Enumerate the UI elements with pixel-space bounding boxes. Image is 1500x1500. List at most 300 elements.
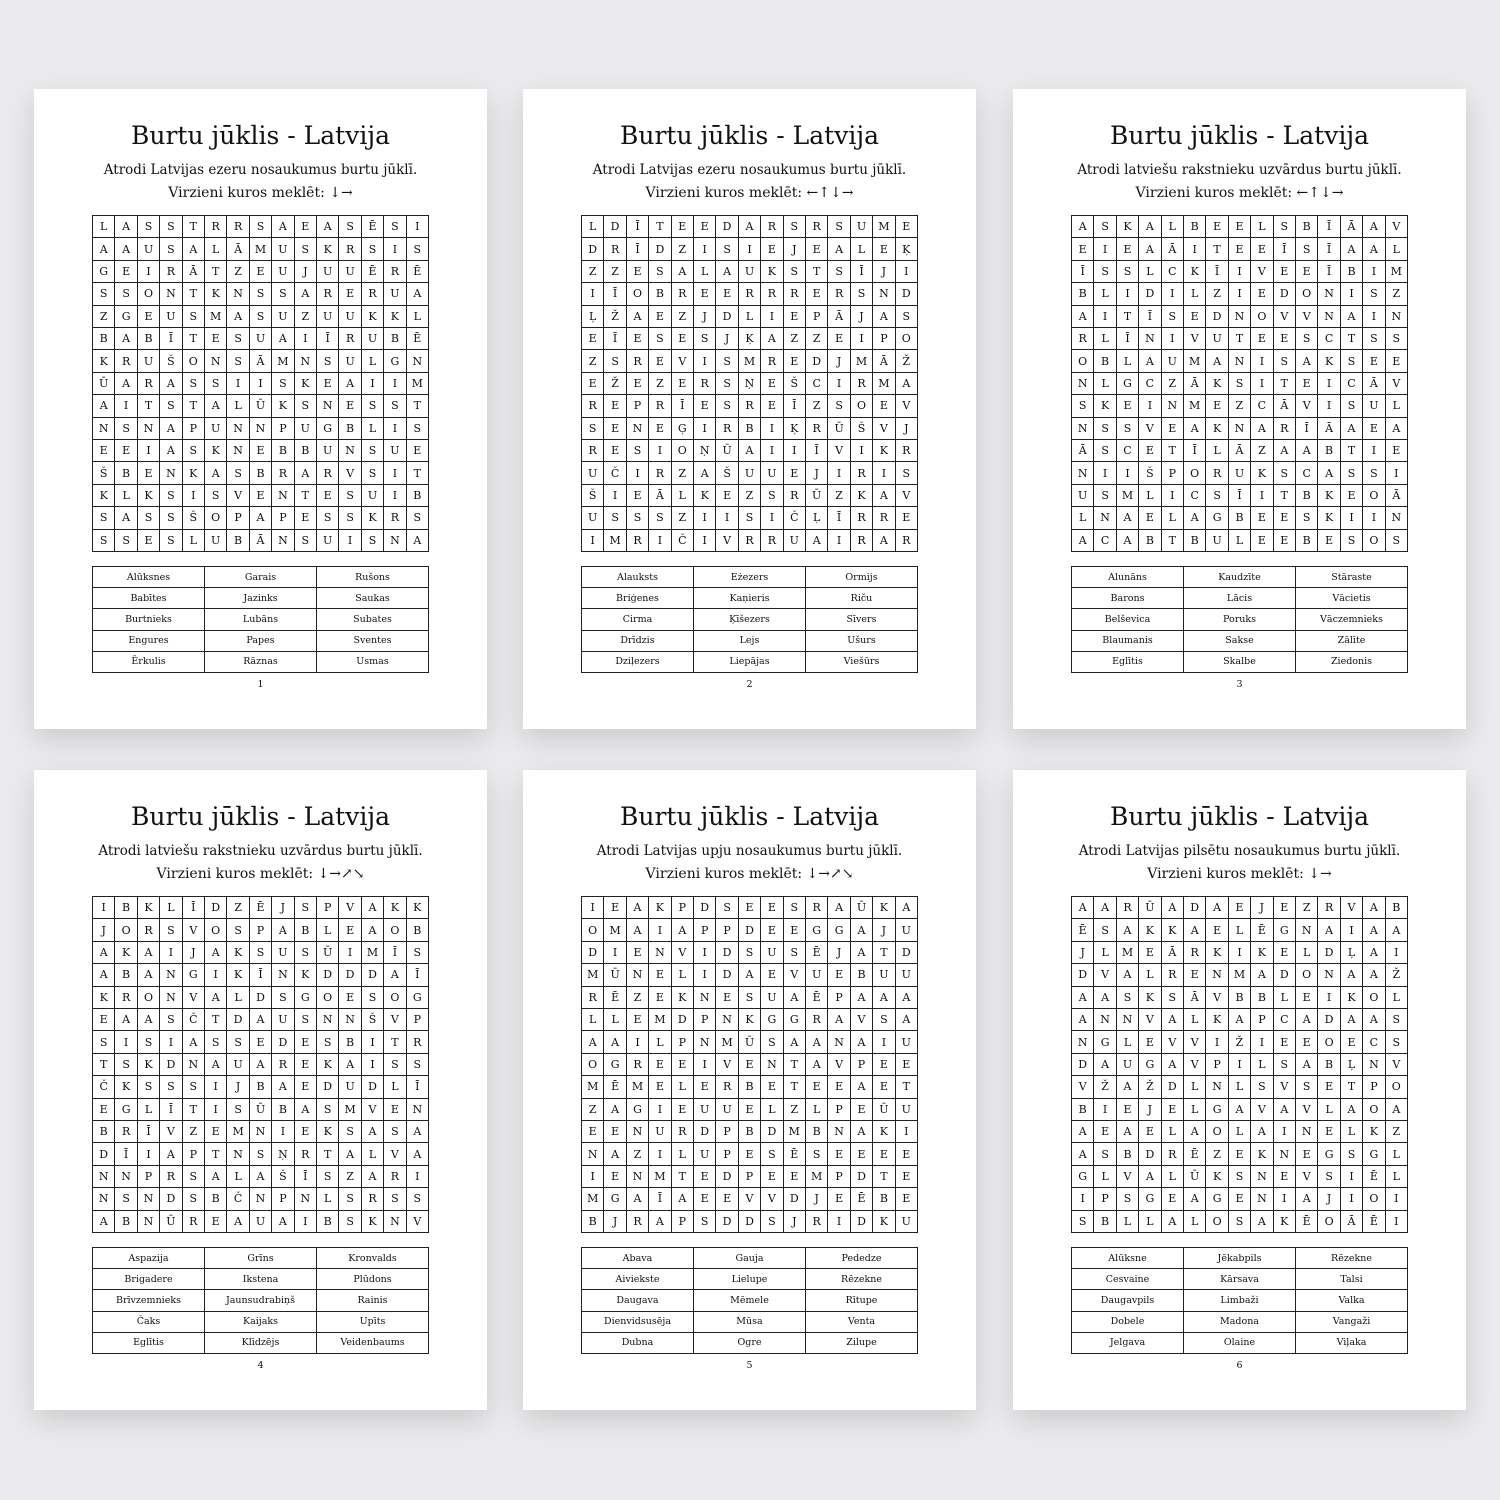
grid-letter: B	[93, 1121, 115, 1143]
grid-letter: O	[851, 395, 873, 417]
grid-letter: E	[828, 1076, 850, 1098]
grid-letter: A	[250, 1166, 272, 1188]
grid-letter: U	[272, 238, 294, 260]
grid-letter: S	[1386, 530, 1408, 552]
grid-letter: S	[160, 1076, 182, 1098]
grid-letter: Z	[582, 261, 604, 283]
grid-letter: E	[1251, 328, 1273, 350]
grid-letter: B	[384, 328, 406, 350]
grid-letter: P	[627, 395, 649, 417]
grid-letter: L	[362, 1143, 384, 1165]
grid-letter: Z	[339, 1166, 361, 1188]
word-list-item: Jaunsudrabiņš	[205, 1290, 317, 1311]
grid-letter: E	[604, 395, 626, 417]
grid-letter: G	[317, 418, 339, 440]
grid-letter: S	[317, 1031, 339, 1053]
grid-letter: S	[160, 919, 182, 941]
grid-letter: S	[93, 1031, 115, 1053]
grid-letter: P	[806, 306, 828, 328]
grid-letter: D	[896, 283, 918, 305]
grid-letter: Z	[672, 306, 694, 328]
grid-letter: A	[1094, 897, 1116, 919]
grid-letter: I	[138, 440, 160, 462]
grid-letter: K	[761, 261, 783, 283]
grid-letter: B	[1341, 261, 1363, 283]
grid-letter: A	[1296, 1009, 1318, 1031]
grid-letter: B	[115, 897, 137, 919]
grid-letter: S	[205, 485, 227, 507]
grid-letter: N	[694, 1031, 716, 1053]
grid-letter: L	[183, 530, 205, 552]
grid-letter: I	[1117, 462, 1139, 484]
grid-letter: R	[761, 216, 783, 238]
grid-letter: I	[694, 238, 716, 260]
grid-letter: U	[761, 462, 783, 484]
grid-letter: I	[1162, 283, 1184, 305]
grid-letter: A	[1386, 1099, 1408, 1121]
grid-letter: E	[1296, 261, 1318, 283]
grid-letter: R	[1206, 462, 1228, 484]
grid-letter: G	[1139, 1188, 1161, 1210]
grid-letter: L	[1094, 283, 1116, 305]
grid-letter: E	[873, 238, 895, 260]
grid-letter: E	[1296, 1143, 1318, 1165]
grid-letter: Ē	[1296, 1211, 1318, 1233]
grid-letter: T	[1162, 530, 1184, 552]
grid-letter: B	[1296, 485, 1318, 507]
grid-letter: E	[582, 373, 604, 395]
grid-letter: K	[138, 1054, 160, 1076]
grid-letter: N	[1318, 283, 1340, 305]
word-list-item: Eglītis	[93, 1333, 205, 1354]
grid-letter: Š	[93, 462, 115, 484]
grid-letter: A	[1341, 1009, 1363, 1031]
grid-letter: M	[407, 373, 429, 395]
grid-letter: V	[362, 1099, 384, 1121]
grid-letter: U	[384, 283, 406, 305]
grid-letter: B	[1296, 530, 1318, 552]
grid-letter: R	[806, 1211, 828, 1233]
grid-letter: O	[205, 919, 227, 941]
grid-letter: R	[716, 1076, 738, 1098]
search-directions: Virzieni kuros meklēt: ←↑↓→	[645, 185, 854, 201]
grid-letter: N	[160, 964, 182, 986]
grid-letter: R	[160, 1166, 182, 1188]
grid-letter: D	[362, 964, 384, 986]
grid-letter: M	[806, 1166, 828, 1188]
grid-letter: Ļ	[1341, 1054, 1363, 1076]
grid-letter: S	[250, 283, 272, 305]
grid-letter: Ī	[1139, 306, 1161, 328]
word-list-item: Belševica	[1072, 609, 1184, 630]
grid-letter: N	[649, 942, 671, 964]
grid-letter: Ū	[716, 440, 738, 462]
grid-letter: N	[384, 1211, 406, 1233]
grid-letter: S	[160, 530, 182, 552]
word-list-item: Lejs	[694, 631, 806, 652]
grid-letter: S	[160, 238, 182, 260]
grid-letter: E	[828, 1143, 850, 1165]
grid-letter: A	[1229, 1009, 1251, 1031]
grid-letter: S	[160, 216, 182, 238]
grid-letter: S	[205, 1031, 227, 1053]
grid-letter: C	[806, 373, 828, 395]
grid-letter: E	[1139, 507, 1161, 529]
grid-letter: Č	[672, 530, 694, 552]
grid-letter: A	[362, 919, 384, 941]
grid-letter: O	[1386, 1076, 1408, 1098]
grid-letter: S	[1363, 283, 1385, 305]
grid-letter: N	[828, 1031, 850, 1053]
grid-letter: R	[828, 283, 850, 305]
word-list-item: Viļaka	[1296, 1333, 1408, 1354]
grid-letter: E	[761, 395, 783, 417]
grid-letter: I	[384, 373, 406, 395]
grid-letter: Z	[1296, 897, 1318, 919]
grid-letter: Ē	[784, 1143, 806, 1165]
grid-letter: I	[739, 238, 761, 260]
page-number: 2	[746, 679, 753, 690]
page-title: Burtu jūklis - Latvija	[619, 802, 879, 831]
grid-letter: S	[649, 507, 671, 529]
grid-letter: U	[851, 216, 873, 238]
grid-letter: V	[1274, 306, 1296, 328]
grid-letter: N	[93, 1166, 115, 1188]
grid-letter: D	[250, 987, 272, 1009]
grid-letter: R	[784, 485, 806, 507]
grid-letter: L	[672, 1076, 694, 1098]
grid-letter: E	[851, 1099, 873, 1121]
grid-letter: N	[317, 1009, 339, 1031]
grid-letter: R	[761, 283, 783, 305]
grid-letter: A	[407, 283, 429, 305]
grid-letter: Ā	[227, 238, 249, 260]
grid-letter: B	[1072, 283, 1094, 305]
grid-letter: N	[1072, 373, 1094, 395]
grid-letter: T	[205, 1009, 227, 1031]
grid-letter: E	[873, 395, 895, 417]
grid-letter: E	[896, 1188, 918, 1210]
grid-letter: N	[694, 987, 716, 1009]
grid-letter: Ī	[604, 283, 626, 305]
grid-letter: N	[407, 350, 429, 372]
grid-letter: E	[1363, 350, 1385, 372]
word-list-item: Brīvzemnieks	[93, 1290, 205, 1311]
grid-letter: A	[694, 462, 716, 484]
grid-letter: C	[1117, 440, 1139, 462]
word-list-item: Dziļezers	[582, 652, 694, 673]
grid-letter: S	[1117, 261, 1139, 283]
grid-letter: Z	[1206, 1143, 1228, 1165]
grid-letter: Ķ	[784, 418, 806, 440]
grid-letter: S	[1386, 1031, 1408, 1053]
grid-letter: I	[1341, 1188, 1363, 1210]
grid-letter: N	[1386, 306, 1408, 328]
grid-letter: I	[362, 1031, 384, 1053]
grid-letter: D	[1318, 942, 1340, 964]
grid-letter: I	[1274, 1188, 1296, 1210]
word-list-item: Ormijs	[806, 567, 918, 588]
grid-letter: I	[362, 373, 384, 395]
grid-letter: R	[672, 1121, 694, 1143]
grid-letter: V	[672, 350, 694, 372]
grid-letter: G	[384, 350, 406, 372]
grid-letter: G	[407, 987, 429, 1009]
grid-letter: S	[339, 507, 361, 529]
word-list-item: Veidenbaums	[317, 1333, 429, 1354]
grid-letter: A	[1139, 216, 1161, 238]
grid-letter: S	[407, 1188, 429, 1210]
grid-letter: T	[1274, 373, 1296, 395]
grid-letter: N	[115, 1166, 137, 1188]
grid-letter: M	[627, 1076, 649, 1098]
grid-letter: I	[1206, 1031, 1228, 1053]
grid-letter: E	[604, 1166, 626, 1188]
grid-letter: D	[851, 1211, 873, 1233]
grid-letter: C	[1251, 395, 1273, 417]
grid-letter: I	[694, 964, 716, 986]
grid-letter: N	[1296, 1121, 1318, 1143]
grid-letter: E	[1274, 328, 1296, 350]
grid-letter: V	[1072, 1076, 1094, 1098]
grid-letter: B	[806, 1121, 828, 1143]
grid-letter: E	[672, 1054, 694, 1076]
grid-letter: I	[1363, 261, 1385, 283]
grid-letter: S	[295, 1009, 317, 1031]
grid-letter: N	[227, 418, 249, 440]
grid-letter: A	[604, 1031, 626, 1053]
grid-letter: J	[784, 1211, 806, 1233]
grid-letter: U	[138, 350, 160, 372]
word-list-item: Gauja	[694, 1248, 806, 1269]
grid-letter: K	[1318, 485, 1340, 507]
grid-letter: Ā	[1184, 373, 1206, 395]
grid-letter: U	[739, 261, 761, 283]
grid-letter: S	[295, 942, 317, 964]
grid-letter: S	[1094, 919, 1116, 941]
word-list-item: Burtnieks	[93, 609, 205, 630]
grid-letter: Ī	[627, 238, 649, 260]
grid-letter: E	[716, 283, 738, 305]
grid-letter: A	[138, 1009, 160, 1031]
grid-letter: S	[339, 485, 361, 507]
grid-letter: K	[138, 897, 160, 919]
grid-letter: T	[138, 395, 160, 417]
grid-letter: A	[205, 942, 227, 964]
word-list-item: Madona	[1184, 1312, 1296, 1333]
grid-letter: U	[806, 964, 828, 986]
grid-letter: N	[1072, 418, 1094, 440]
grid-letter: L	[1184, 1211, 1206, 1233]
grid-letter: Ē	[851, 1188, 873, 1210]
grid-letter: M	[716, 1031, 738, 1053]
grid-letter: V	[873, 418, 895, 440]
grid-letter: E	[761, 238, 783, 260]
grid-letter: A	[339, 373, 361, 395]
word-list-item: Rītupe	[806, 1290, 918, 1311]
grid-letter: Ī	[407, 964, 429, 986]
grid-letter: L	[672, 964, 694, 986]
grid-letter: A	[1251, 418, 1273, 440]
grid-letter: S	[761, 1143, 783, 1165]
grid-letter: D	[896, 942, 918, 964]
word-list-item: Babītes	[93, 588, 205, 609]
word-list-item: Eżezers	[694, 567, 806, 588]
grid-letter: Ē	[806, 987, 828, 1009]
grid-letter: L	[1386, 1166, 1408, 1188]
grid-letter: V	[227, 485, 249, 507]
grid-letter: I	[582, 530, 604, 552]
grid-letter: S	[227, 919, 249, 941]
grid-letter: I	[1386, 942, 1408, 964]
grid-letter: E	[627, 328, 649, 350]
grid-letter: S	[384, 216, 406, 238]
grid-letter: S	[1162, 306, 1184, 328]
grid-letter: K	[1251, 1143, 1273, 1165]
grid-letter: K	[1274, 1211, 1296, 1233]
grid-letter: R	[183, 1211, 205, 1233]
grid-letter: Ņ	[739, 373, 761, 395]
grid-letter: R	[784, 283, 806, 305]
grid-letter: B	[1184, 216, 1206, 238]
grid-letter: L	[227, 1166, 249, 1188]
grid-letter: P	[317, 897, 339, 919]
grid-letter: Ā	[873, 350, 895, 372]
grid-letter: R	[627, 350, 649, 372]
word-list-item: Sventes	[317, 631, 429, 652]
grid-letter: E	[582, 1121, 604, 1143]
grid-letter: N	[1162, 395, 1184, 417]
grid-letter: E	[1229, 897, 1251, 919]
grid-letter: U	[250, 1211, 272, 1233]
grid-letter: S	[694, 1211, 716, 1233]
grid-letter: K	[384, 306, 406, 328]
word-list-item: Kronvalds	[317, 1248, 429, 1269]
grid-letter: A	[739, 216, 761, 238]
grid-letter: E	[1139, 1121, 1161, 1143]
grid-letter: I	[362, 1054, 384, 1076]
grid-letter: E	[694, 1076, 716, 1098]
grid-letter: D	[160, 1188, 182, 1210]
grid-letter: T	[183, 1099, 205, 1121]
grid-letter: B	[851, 964, 873, 986]
grid-letter: B	[250, 462, 272, 484]
grid-letter: Ī	[160, 1099, 182, 1121]
grid-letter: Z	[295, 306, 317, 328]
grid-letter: Ī	[317, 328, 339, 350]
grid-letter: V	[183, 987, 205, 1009]
grid-letter: S	[272, 373, 294, 395]
grid-letter: Ī	[1184, 440, 1206, 462]
grid-letter: I	[1274, 1121, 1296, 1143]
grid-letter: A	[93, 238, 115, 260]
grid-letter: G	[1094, 1031, 1116, 1053]
grid-letter: U	[160, 306, 182, 328]
word-list-item: Ziedonis	[1296, 652, 1408, 673]
grid-letter: S	[1274, 216, 1296, 238]
grid-letter: S	[339, 1121, 361, 1143]
page-instructions: Atrodi Latvijas upju nosaukumus burtu jūklī.	[596, 843, 903, 859]
grid-letter: O	[1251, 306, 1273, 328]
grid-letter: A	[1072, 987, 1094, 1009]
grid-letter: B	[1318, 1054, 1340, 1076]
word-list-item: Skalbe	[1184, 652, 1296, 673]
grid-letter: R	[115, 1121, 137, 1143]
grid-letter: G	[295, 987, 317, 1009]
grid-letter: R	[627, 1211, 649, 1233]
grid-letter: A	[362, 897, 384, 919]
grid-letter: U	[784, 530, 806, 552]
grid-letter: L	[1229, 1076, 1251, 1098]
grid-letter: B	[1184, 530, 1206, 552]
grid-letter: S	[1094, 485, 1116, 507]
grid-letter: L	[649, 1031, 671, 1053]
grid-letter: Ē	[1363, 1166, 1385, 1188]
word-list-item: Ogre	[694, 1333, 806, 1354]
grid-letter: A	[1072, 897, 1094, 919]
grid-letter: A	[806, 530, 828, 552]
grid-letter: I	[582, 283, 604, 305]
grid-letter: R	[627, 530, 649, 552]
grid-letter: I	[694, 507, 716, 529]
grid-letter: Ī	[1296, 418, 1318, 440]
grid-letter: I	[205, 964, 227, 986]
grid-letter: I	[205, 1099, 227, 1121]
grid-letter: A	[1296, 350, 1318, 372]
grid-letter: T	[295, 485, 317, 507]
grid-letter: E	[896, 507, 918, 529]
grid-letter: L	[694, 261, 716, 283]
grid-letter: R	[806, 418, 828, 440]
grid-letter: L	[1094, 942, 1116, 964]
grid-letter: D	[1274, 964, 1296, 986]
grid-letter: N	[272, 485, 294, 507]
grid-letter: I	[1318, 987, 1340, 1009]
grid-letter: U	[339, 306, 361, 328]
grid-letter: P	[183, 418, 205, 440]
word-list-item: Drīdzis	[582, 631, 694, 652]
grid-letter: Ī	[1318, 238, 1340, 260]
grid-letter: S	[93, 507, 115, 529]
grid-letter: E	[627, 942, 649, 964]
grid-letter: S	[250, 216, 272, 238]
grid-letter: A	[250, 507, 272, 529]
grid-letter: L	[138, 1099, 160, 1121]
page-number: 4	[257, 1360, 264, 1371]
grid-letter: D	[716, 216, 738, 238]
grid-letter: E	[604, 418, 626, 440]
grid-letter: E	[250, 440, 272, 462]
word-list-item: Usmas	[317, 652, 429, 673]
grid-letter: V	[1251, 261, 1273, 283]
word-list-item: Lielupe	[694, 1269, 806, 1290]
grid-letter: Ū	[806, 485, 828, 507]
grid-letter: E	[806, 1076, 828, 1098]
word-list-item: Sakse	[1184, 631, 1296, 652]
grid-letter: Š	[362, 1009, 384, 1031]
grid-letter: M	[1229, 964, 1251, 986]
grid-letter: V	[784, 964, 806, 986]
grid-letter: K	[1094, 395, 1116, 417]
grid-letter: L	[1117, 1211, 1139, 1233]
grid-letter: E	[649, 964, 671, 986]
grid-letter: D	[272, 1031, 294, 1053]
grid-letter: Ā	[1229, 440, 1251, 462]
grid-letter: E	[1251, 530, 1273, 552]
grid-letter: I	[1072, 1188, 1094, 1210]
grid-letter: D	[339, 964, 361, 986]
grid-letter: N	[138, 418, 160, 440]
